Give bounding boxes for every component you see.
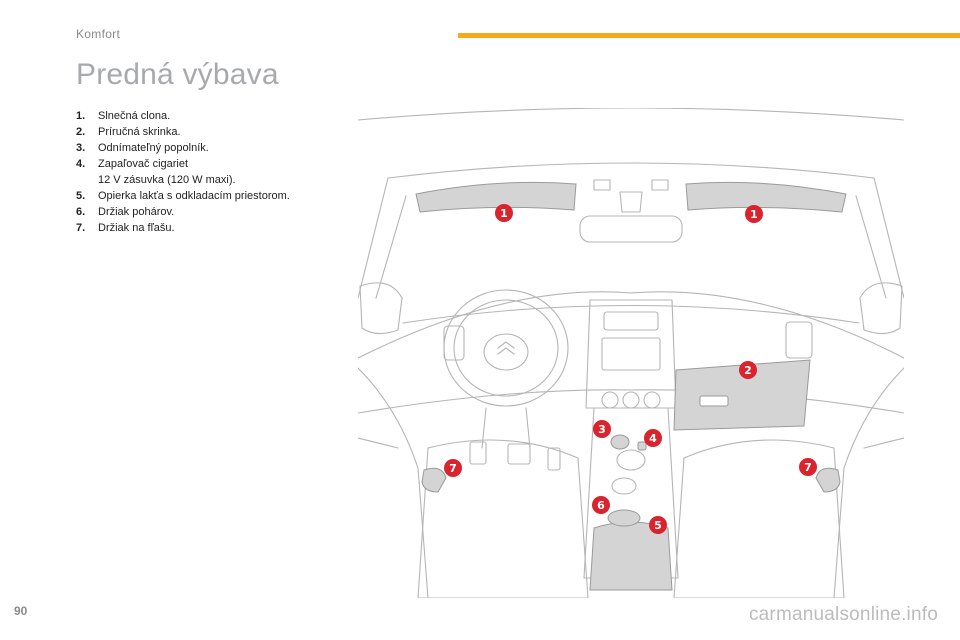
- legend-text: Opierka lakťa s odkladacím priestorom.: [98, 190, 290, 202]
- climate-knob-center: [623, 392, 639, 408]
- dashboard-top: [358, 292, 904, 358]
- svg-text:1: 1: [750, 208, 758, 221]
- orange-divider: [458, 33, 960, 38]
- section-label: Komfort: [76, 27, 121, 41]
- sun-visor-right: [686, 182, 846, 212]
- mirror-mount: [620, 192, 642, 212]
- pedal-1: [470, 442, 486, 464]
- watermark: carmanualsonline.info: [748, 604, 938, 625]
- legend-text: Zapaľovač cigariet: [98, 158, 189, 170]
- callout-7-left: [444, 459, 462, 477]
- legend-text: Držiak na fľašu.: [98, 222, 175, 234]
- side-mirror-right: [860, 283, 902, 334]
- page-title: Predná výbava: [76, 58, 279, 91]
- legend-item: [76, 108, 346, 124]
- glove-box-handle: [700, 396, 728, 406]
- callout-3: [593, 420, 611, 438]
- door-right: [834, 368, 904, 598]
- ashtray: [611, 435, 629, 449]
- svg-text:7: 7: [449, 462, 457, 475]
- callout-5: [649, 516, 667, 534]
- roof-vent-right: [652, 180, 668, 190]
- car-interior-illustration: [358, 108, 904, 598]
- bottle-holder-right: [816, 468, 840, 492]
- legend-item: [76, 140, 346, 156]
- legend-number: 1.: [76, 110, 86, 122]
- legend-text: Príručná skrinka.: [98, 126, 181, 138]
- a-pillar-left: [358, 178, 406, 298]
- seat-right: [674, 440, 844, 598]
- seat-left: [418, 440, 588, 598]
- door-left: [358, 368, 428, 598]
- climate-knob-right: [644, 392, 660, 408]
- pedal-3: [548, 448, 560, 470]
- legend-number: 2.: [76, 126, 86, 138]
- roof-vent-left: [594, 180, 610, 190]
- pedal-2: [508, 444, 530, 464]
- legend-item: [76, 156, 346, 188]
- steering-hub: [484, 334, 528, 370]
- steering-logo: [498, 342, 514, 354]
- dashboard-lower: [358, 390, 904, 413]
- legend-text: Slnečná clona.: [98, 110, 171, 122]
- legend-number: 6.: [76, 206, 86, 218]
- gear-lever: [617, 450, 645, 470]
- legend-list: [76, 108, 346, 236]
- page-number: 90: [14, 604, 28, 618]
- legend-item: [76, 220, 346, 236]
- windshield-bottom: [403, 306, 859, 324]
- callout-7-right: [799, 458, 817, 476]
- legend-number: 5.: [76, 190, 86, 202]
- rearview-mirror: [580, 216, 682, 242]
- legend-item: [76, 188, 346, 204]
- legend-item: [76, 124, 346, 140]
- svg-text:3: 3: [598, 423, 606, 436]
- vent-right: [786, 322, 812, 358]
- callout-6: [592, 496, 610, 514]
- legend-number: 3.: [76, 142, 86, 154]
- svg-text:7: 7: [804, 461, 812, 474]
- cup-holder-upper: [612, 478, 636, 494]
- bottle-holder-left: [422, 468, 446, 492]
- callout-4: [644, 429, 662, 447]
- climate-knob-left: [602, 392, 618, 408]
- callout-1-right: [745, 205, 763, 223]
- radio-unit: [602, 338, 660, 370]
- cigarette-lighter: [638, 442, 646, 450]
- legend-number: 7.: [76, 222, 86, 234]
- sun-visor-left: [416, 182, 576, 212]
- svg-text:2: 2: [744, 364, 752, 377]
- svg-text:5: 5: [654, 519, 662, 532]
- cup-holder: [608, 510, 640, 526]
- legend-number: 4.: [76, 158, 86, 170]
- legend-subtext: 12 V zásuvka (120 W maxi).: [98, 174, 236, 186]
- center-vents: [604, 312, 658, 330]
- windshield-top: [388, 163, 874, 178]
- callout-1-left: [495, 204, 513, 222]
- svg-text:1: 1: [500, 207, 508, 220]
- roof-outline: [358, 108, 904, 120]
- legend-text: Odnímateľný popolník.: [98, 142, 209, 154]
- legend-item: [76, 204, 346, 220]
- side-mirror-left: [360, 283, 402, 334]
- a-pillar-right: [856, 178, 904, 298]
- svg-text:6: 6: [597, 499, 605, 512]
- callout-2: [739, 361, 757, 379]
- legend-text: Držiak pohárov.: [98, 206, 175, 218]
- svg-text:4: 4: [649, 432, 657, 445]
